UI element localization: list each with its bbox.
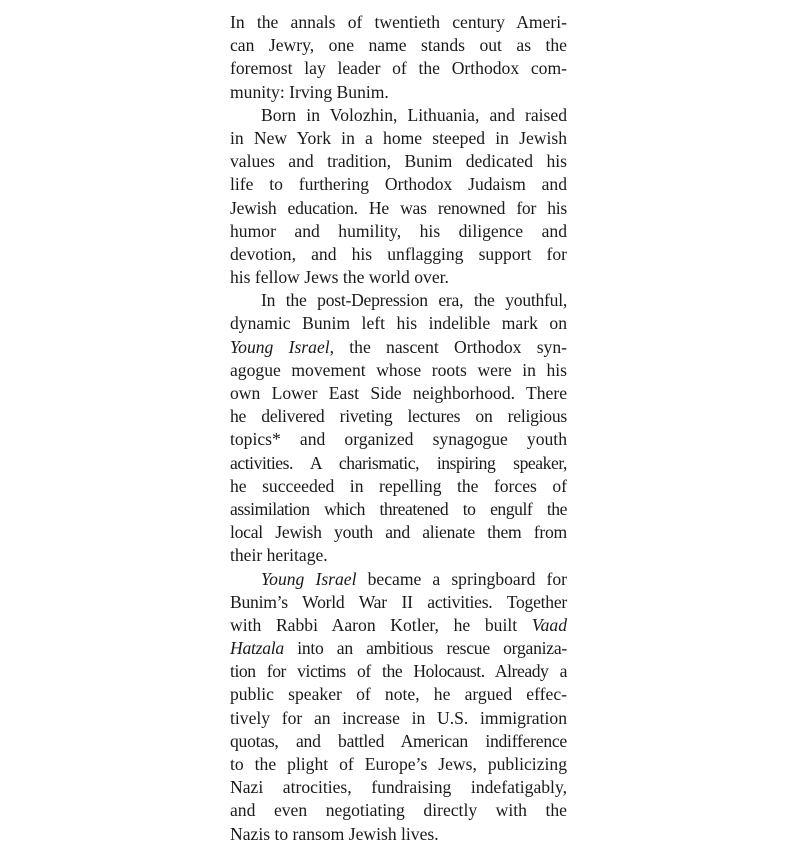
text-line: life to furthering Orthodox Judaism and <box>230 174 567 195</box>
article-text-column <box>230 11 567 846</box>
text-line: quotas, and battled American indifference <box>230 730 567 751</box>
text-line: assimilation which threatened to engulf the <box>230 498 567 519</box>
text-line: foremost lay leader of the Orthodox com- <box>230 58 567 79</box>
line-start: with Rabbi Aaron Kotler, he built <box>230 614 532 635</box>
text-line: his fellow Jews the world over. <box>230 267 449 288</box>
text-line: public speaker of note, he argued effec- <box>230 684 567 705</box>
text-line <box>230 568 567 591</box>
text-line: their heritage. <box>230 545 328 566</box>
text-line: humor and humility, his diligence and <box>230 220 567 241</box>
paragraph-3 <box>230 289 567 567</box>
text-line: Bunim’s World War II activities. Together <box>230 591 567 612</box>
text-line: activities. A charismatic, inspiring speaker, <box>230 452 567 473</box>
italic-term: Young Israel <box>230 336 330 357</box>
text-line <box>230 637 567 660</box>
paragraph-2 <box>230 104 567 290</box>
text-line: he succeeded in repelling the forces of <box>230 475 567 496</box>
text-line: he delivered riveting lectures on religious <box>230 406 567 427</box>
paragraph-4 <box>230 568 567 846</box>
text-line: Born in Volozhin, Lithuania, and raised <box>261 104 567 125</box>
line-remainder: became a springboard for <box>356 568 567 589</box>
text-line: own Lower East Side neighborhood. There <box>230 383 567 403</box>
paragraph-1 <box>230 11 567 104</box>
text-line: munity: Irving Bunim. <box>230 81 389 102</box>
text-line: in New York in a home steeped in Jewish <box>230 127 567 148</box>
text-line: and even negotiating directly with the <box>230 800 567 821</box>
text-line: Jewish education. He was renowned for his <box>230 197 567 218</box>
text-line: tively for an increase in U.S. immigration <box>230 707 567 728</box>
text-line <box>230 336 567 359</box>
text-line: tion for victims of the Holocaust. Already a <box>230 661 567 682</box>
text-line <box>230 614 567 637</box>
text-line: Nazi atrocities, fundraising indefatigably, <box>230 777 567 798</box>
text-line: dynamic Bunim left his indelible mark on <box>230 313 567 334</box>
text-line: to the plight of Europe’s Jews, publicizing <box>230 754 567 774</box>
text-line: In the annals of twentieth century Ameri- <box>230 12 567 32</box>
text-line: values and tradition, Bunim dedicated his <box>230 151 567 172</box>
text-line: Nazis to ransom Jewish lives. <box>230 823 439 844</box>
text-line: devotion, and his unflagging support for <box>230 243 567 264</box>
line-remainder: into an ambitious rescue organiza- <box>283 638 567 659</box>
italic-term: Young Israel <box>261 568 357 589</box>
italic-term: Vaad <box>531 614 567 635</box>
text-line: In the post-Depression era, the youthful, <box>261 290 567 311</box>
text-line: agogue movement whose roots were in his <box>230 359 567 380</box>
text-line: topics* and organized synagogue youth <box>230 429 567 450</box>
text-line: can Jewry, one name stands out as the <box>230 35 567 56</box>
italic-term: Hatzala <box>230 638 284 659</box>
line-remainder: , the nascent Orthodox syn- <box>329 336 567 357</box>
text-line: local Jewish youth and alienate them from <box>230 522 567 543</box>
